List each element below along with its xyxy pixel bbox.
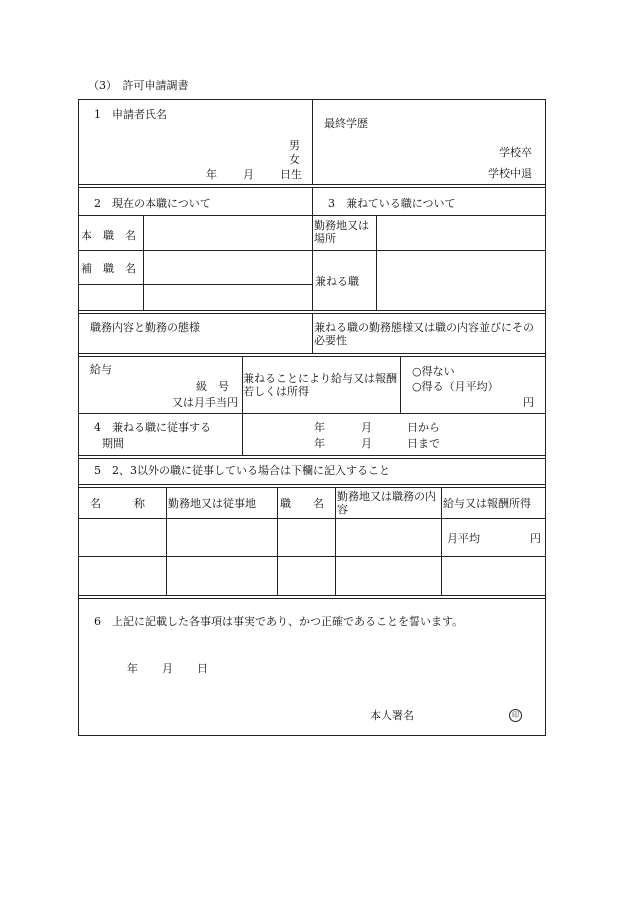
divider-aux-extra	[78, 284, 312, 285]
divider-job-rows-bottom	[78, 310, 546, 311]
divider-duties-center	[312, 313, 313, 353]
salary-grade: 級 号	[196, 380, 229, 393]
main-job-label: 本 職 名	[81, 229, 136, 242]
divider-sec1-bottom	[78, 184, 546, 185]
divider-sec5-row2	[78, 595, 546, 596]
birth-month-label: 月	[243, 168, 254, 181]
divider-salary-bottom	[78, 413, 546, 414]
period-to-year: 年	[314, 437, 325, 450]
concurrent-job-label: 兼ねる職	[315, 275, 359, 288]
sign-date-day: 日	[197, 662, 208, 675]
sec5-col-duties: 勤務地又は職務の内容	[337, 490, 436, 516]
divider-sec5-row2-2	[78, 598, 546, 599]
divider-sec5-header	[78, 518, 546, 519]
divider-location-job	[312, 250, 546, 251]
income-option-yes: ○得る（月平均）	[412, 380, 499, 393]
sec4-title-line1: 4 兼ねる職に従事する	[94, 421, 211, 434]
divider-sec5-title	[78, 484, 546, 485]
divider-salary-2	[400, 356, 401, 413]
education-dropped-out: 学校中退	[488, 167, 532, 180]
gender-male: 男	[289, 139, 300, 152]
sec5-title: 5 2、3以外の職に従事している場合は下欄に記入すること	[94, 464, 390, 477]
sec5-monthly-avg: 月平均	[447, 532, 480, 545]
gender-female: 女	[289, 153, 300, 166]
period-from-year: 年	[314, 421, 325, 434]
salary-monthly: 又は月手当円	[172, 396, 238, 409]
income-option-no: ○得ない	[412, 365, 455, 378]
form-heading: （3） 許可申請調書	[88, 79, 189, 92]
sec4-title-line2: 期間	[102, 437, 124, 450]
divider-location-label	[376, 215, 377, 310]
sign-date-month: 月	[162, 662, 173, 675]
divider-sec4-bottom	[78, 455, 546, 456]
divider-main-aux	[78, 250, 312, 251]
divider-sec1-center	[312, 99, 313, 184]
divider-sec5-col4	[441, 487, 442, 595]
education-graduated: 学校卒	[499, 146, 532, 159]
salary-label: 給与	[90, 363, 112, 376]
sign-date-year: 年	[127, 662, 138, 675]
sec5-col-name: 名 称	[90, 497, 145, 510]
sec5-col-income: 給与又は報酬所得	[443, 497, 531, 510]
income-yen: 円	[523, 396, 534, 409]
signature-label: 本人署名	[370, 709, 414, 722]
divider-duties-bottom	[78, 353, 546, 354]
seal-mark: 印	[509, 709, 522, 722]
divider-sec5-title-2	[78, 487, 546, 488]
location-label: 勤務地又は場所	[314, 219, 369, 245]
aux-job-label: 補 職 名	[81, 262, 136, 275]
divider-sec23-center	[312, 187, 313, 310]
divider-salary-1	[242, 356, 243, 455]
sec2-title: 2 現在の本職について	[94, 197, 211, 210]
divider-sec4-bottom-2	[78, 458, 546, 459]
period-to-month: 月	[361, 437, 372, 450]
divider-sec5-row1	[78, 556, 546, 557]
education-title: 最終学歴	[324, 117, 368, 130]
sec5-col-job: 職 名	[280, 497, 324, 510]
duties-main-label: 職務内容と勤務の態様	[90, 321, 200, 334]
divider-sec5-col1	[166, 487, 167, 595]
divider-duties-bottom-2	[78, 356, 546, 357]
divider-sec5-col3	[335, 487, 336, 595]
duties-concurrent-label: 兼ねる職の勤務態様又は職の内容並びにその必要性	[314, 321, 534, 347]
sec5-yen: 円	[530, 532, 541, 545]
period-from-month: 月	[361, 421, 372, 434]
sec3-title: 3 兼ねている職について	[328, 197, 456, 210]
birth-day-label: 日生	[280, 168, 302, 181]
period-to-day: 日まで	[407, 437, 440, 450]
birth-year-label: 年	[206, 168, 217, 181]
sec5-col-location: 勤務地又は従事地	[168, 497, 256, 510]
divider-sec5-col2	[277, 487, 278, 595]
period-from-day: 日から	[407, 421, 440, 434]
divider-main-label	[143, 215, 144, 310]
concurrent-income-label: 兼ねることにより給与又は報酬若しくは所得	[243, 372, 397, 398]
sec1-title: 1 申請者氏名	[94, 108, 167, 121]
sec6-statement: 6 上記に記載した各事項は事実であり、かつ正確であることを誓います。	[94, 615, 464, 628]
